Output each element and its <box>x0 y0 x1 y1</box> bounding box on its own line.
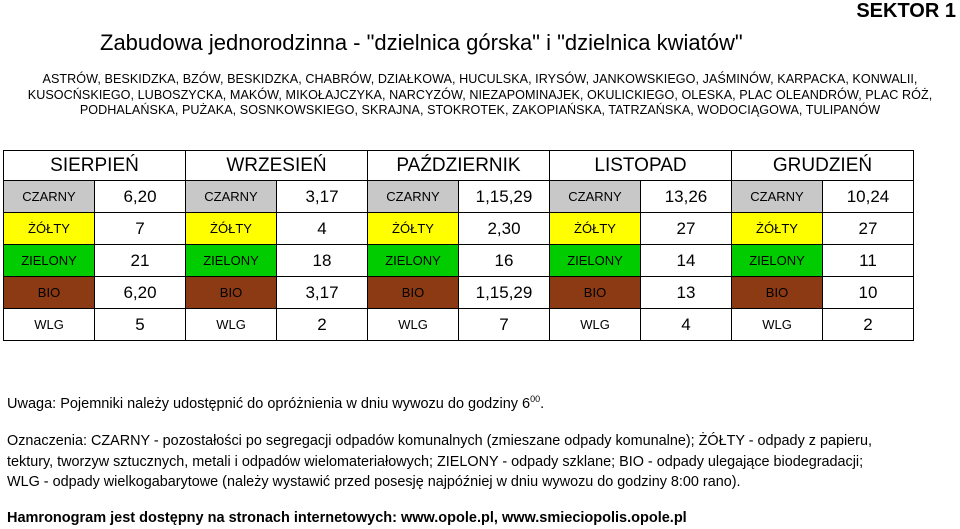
waste-type-label: BIO <box>732 277 823 309</box>
waste-type-label: ŻÓŁTY <box>550 213 641 245</box>
waste-type-label: WLG <box>186 309 277 341</box>
month-header-row <box>4 151 914 181</box>
note-time-superscript: 00 <box>530 394 541 404</box>
waste-type-label: BIO <box>4 277 95 309</box>
pickup-dates: 4 <box>277 213 368 245</box>
month-header: LISTOPAD <box>550 151 732 181</box>
waste-type-label: CZARNY <box>550 181 641 213</box>
month-header: GRUDZIEŃ <box>732 151 914 181</box>
waste-type-label: CZARNY <box>368 181 459 213</box>
waste-type-label: WLG <box>732 309 823 341</box>
pickup-dates: 6,20 <box>95 181 186 213</box>
pickup-dates: 27 <box>823 213 914 245</box>
waste-type-label: CZARNY <box>4 181 95 213</box>
waste-type-label: WLG <box>550 309 641 341</box>
pickup-dates: 4 <box>641 309 732 341</box>
collection-schedule-table <box>3 150 914 341</box>
pickup-dates: 2 <box>823 309 914 341</box>
table-row-zolty <box>4 213 914 245</box>
month-header: SIERPIEŃ <box>4 151 186 181</box>
waste-type-label: ŻÓŁTY <box>368 213 459 245</box>
pickup-dates: 21 <box>95 245 186 277</box>
waste-type-label: ZIELONY <box>550 245 641 277</box>
pickup-note <box>7 394 544 412</box>
waste-type-label: BIO <box>368 277 459 309</box>
table-row-zielony <box>4 245 914 277</box>
note-end: . <box>540 395 545 412</box>
pickup-dates: 10 <box>823 277 914 309</box>
pickup-dates: 18 <box>277 245 368 277</box>
page-title: Zabudowa jednorodzinna - "dzielnica górska" i "dzielnica kwiatów" <box>100 30 743 55</box>
pickup-dates: 6,20 <box>95 277 186 309</box>
pickup-dates: 5 <box>95 309 186 341</box>
pickup-dates: 3,17 <box>277 181 368 213</box>
pickup-dates: 1,15,29 <box>459 277 550 309</box>
footer-text: Hamronogram jest dostępny na stronach internetowych: www.opole.pl, www.smieciopolis.opole.pl <box>7 510 687 526</box>
waste-type-label: ŻÓŁTY <box>732 213 823 245</box>
waste-type-label: ŻÓŁTY <box>186 213 277 245</box>
waste-type-label: CZARNY <box>186 181 277 213</box>
pickup-dates: 14 <box>641 245 732 277</box>
pickup-dates: 2,30 <box>459 213 550 245</box>
sector-label: SEKTOR 1 <box>856 0 956 22</box>
pickup-dates: 7 <box>95 213 186 245</box>
table-row-wlg <box>4 309 914 341</box>
pickup-dates: 13 <box>641 277 732 309</box>
pickup-dates: 1,15,29 <box>459 181 550 213</box>
waste-type-label: CZARNY <box>732 181 823 213</box>
pickup-dates: 11 <box>823 245 914 277</box>
table-row-bio <box>4 277 914 309</box>
pickup-dates: 16 <box>459 245 550 277</box>
month-header: PAŹDZIERNIK <box>368 151 550 181</box>
waste-type-label: WLG <box>368 309 459 341</box>
table-row-czarny <box>4 181 914 213</box>
note-text: Uwaga: Pojemniki należy udostępnić do opróżnienia w dniu wywozu do godziny 6 <box>7 395 531 412</box>
pickup-dates: 27 <box>641 213 732 245</box>
waste-type-label: WLG <box>4 309 95 341</box>
pickup-dates: 7 <box>459 309 550 341</box>
street-list: ASTRÓW, BESKIDZKA, BZÓW, BESKIDZKA, CHABRÓW, DZIAŁKOWA, HUCULSKA, IRYSÓW, JANKOWSKIEGO, JAŚMINÓW, KARPACKA, KONWALII, KUSOCŃSKIEGO, LUBOSZYCKA, MAKÓW, MIKOŁAJCZYKA, NARCYZÓW, NIEZAPOMINAJEK, OKULICKIEGO, OLESKA, PLAC OLEANDRÓW, PLAC RÓŻ, PODHALAŃSKA, PUŻAKA, SOSNKOWSKIEGO, SKRAJNA, STOKROTEK, ZAKOPIAŃSKA, TATRZAŃSKA, WODOCIĄGOWA, TULIPANÓW <box>27 72 933 118</box>
waste-type-label: ZIELONY <box>186 245 277 277</box>
pickup-dates: 10,24 <box>823 181 914 213</box>
waste-type-label: BIO <box>550 277 641 309</box>
waste-type-label: ZIELONY <box>368 245 459 277</box>
waste-type-label: ZIELONY <box>732 245 823 277</box>
waste-type-label: ZIELONY <box>4 245 95 277</box>
waste-type-label: BIO <box>186 277 277 309</box>
pickup-dates: 2 <box>277 309 368 341</box>
month-header: WRZESIEŃ <box>186 151 368 181</box>
pickup-dates: 3,17 <box>277 277 368 309</box>
waste-type-label: ŻÓŁTY <box>4 213 95 245</box>
legend-text: Oznaczenia: CZARNY - pozostałości po segregacji odpadów komunalnych (zmieszane odpady komunalne); ŻÓŁTY - odpady z papieru, tektury, tworzyw sztucznych, metali i odpadów wielomateriałowych; ZIELONY - odpady szklane; BIO - odpady ulegające biodegradacji; WLG - odpady wielkogabarytowe (należy wystawić przed posesję najpóźniej w dniu wywozu do godziny 8:00 rano). <box>7 433 872 491</box>
pickup-dates: 13,26 <box>641 181 732 213</box>
